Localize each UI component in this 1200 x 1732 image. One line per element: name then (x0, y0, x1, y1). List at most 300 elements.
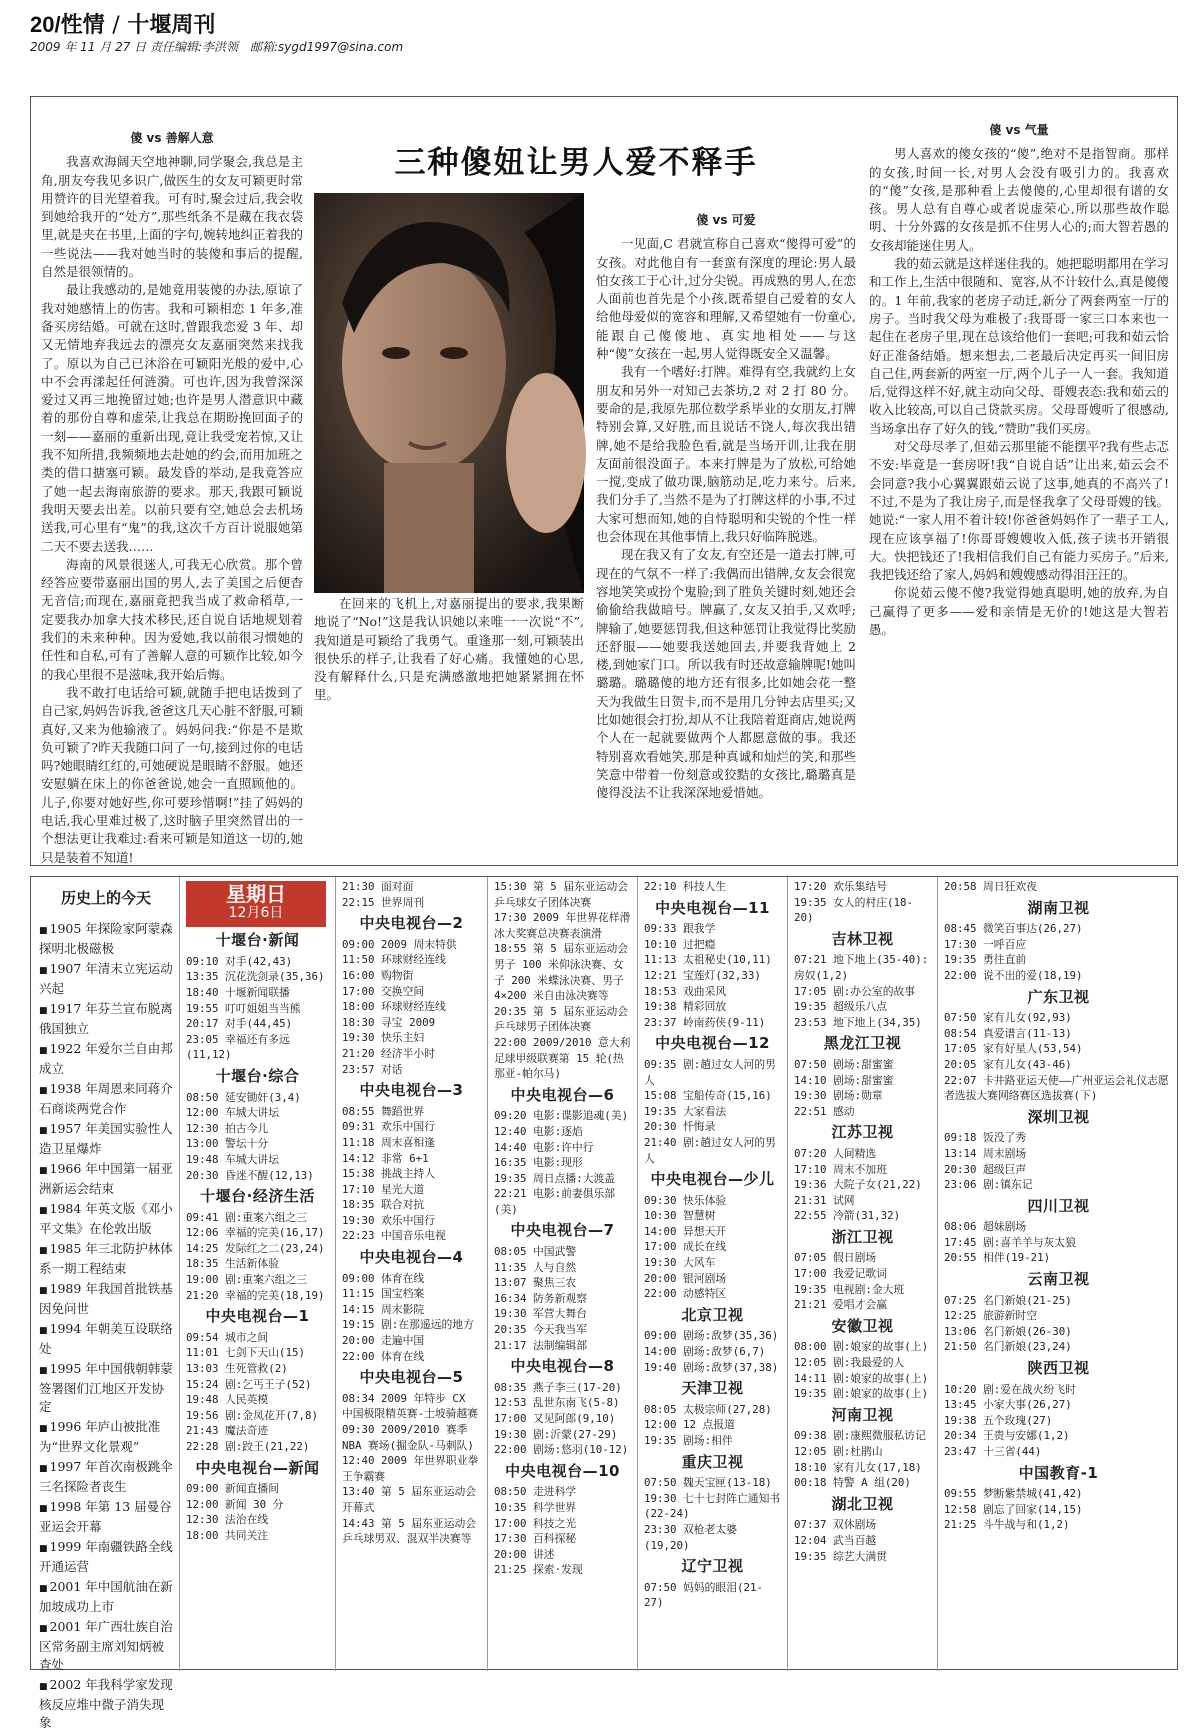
program-list (644, 1402, 781, 1449)
program-item: 20:05 家有儿女(43-46) (944, 1057, 1072, 1071)
program-item: 15:38 挑战主持人 (342, 1167, 435, 1181)
program-item: 07:05 假日剧场 (794, 1251, 877, 1265)
program-item: 23:47 十三省(44) (944, 1445, 1042, 1458)
section-1-continued (314, 595, 584, 705)
program-list (944, 1219, 1173, 1266)
program-item: 19:30 欢乐中国行 (342, 1213, 435, 1227)
program-item: 19:55 叮叮姐姐当当熊 (186, 1001, 301, 1015)
channel-heading: 中央电视台—3 (359, 1081, 464, 1100)
program-item: 11:50 环球财经连线 (342, 953, 446, 967)
article-paragraph: 在回来的飞机上,对嘉丽提出的要求,我果断地说了“No!”这是我认识她以来唯一一次说“不”,我知道是可颖给了我勇气。重逢那一刻,可颖装出很快乐的样子,让我看了好心痛。我懂她的心思,没有解释什么,只是充满感激地把她紧紧拥在怀里。 (314, 596, 584, 703)
program-item: 07:37 双休剧场 (794, 1518, 877, 1532)
article-col-1 (41, 127, 303, 867)
program-item: 14:15 周末影院 (342, 1302, 425, 1316)
program-list (644, 1475, 781, 1553)
paper-name: 十堰周刊 (127, 13, 216, 38)
program-item: 07:25 名门新娘(21-25) (944, 1293, 1072, 1307)
program-item: 00:18 特警 A 组(20) (794, 1476, 911, 1490)
program-item: 09:10 对手(42,43) (186, 954, 293, 968)
program-item: 20:35 第 5 届东亚运动会乒乓球男子团体决赛 (494, 1004, 629, 1034)
program-item: 18:35 联合对抗 (342, 1198, 425, 1212)
program-list (794, 879, 931, 926)
program-item: 16:34 防务新观察 (494, 1291, 587, 1305)
program-item: 17:00 我爱记歌词 (794, 1267, 887, 1281)
program-item: 22:07 卡井路亚运天使——广州亚运会礼仪志愿者选拔大赛网络赛区选拔赛(下) (944, 1073, 1169, 1103)
tv-column-2 (335, 877, 487, 1671)
channel-heading: 河南卫视 (831, 1405, 894, 1424)
history-item: ■ 1938 年周恩来同蒋介石商谈两党合作 (39, 1080, 173, 1118)
section-title-3: 傻 vs 气量 (989, 123, 1049, 137)
history-item: ■ 1907 年清末立宪运动兴起 (39, 960, 173, 998)
program-item: 09:31 欢乐中国行 (342, 1120, 435, 1134)
program-list (342, 937, 481, 1077)
program-list (944, 921, 1173, 983)
program-item: 23:30 双枪老太婆(19,20) (644, 1522, 737, 1552)
program-item: 13:07 聚焦三农 (494, 1276, 577, 1290)
program-item: 09:55 梦断紫禁城(41,42) (944, 1487, 1083, 1501)
history-title: 历史上的今天 (60, 889, 151, 907)
program-item: 19:56 剧:金凤花开(7,8) (186, 1408, 318, 1422)
program-item: 18:30 寻宝 2009 (342, 1015, 436, 1029)
program-list (494, 1484, 631, 1578)
date-box (186, 881, 326, 927)
channel-heading: 重庆卫视 (681, 1452, 744, 1471)
program-list (186, 1090, 329, 1184)
program-list (794, 1428, 931, 1490)
program-item: 09:18 饭没了秀 (944, 1131, 1027, 1145)
program-item: 11:18 周末喜相逢 (342, 1135, 435, 1149)
history-item: ■ 1922 年爱尔兰自由邦成立 (39, 1040, 173, 1078)
program-item: 19:35 剧场:相伴 (644, 1434, 733, 1447)
channel-heading: 中央电视台—10 (505, 1461, 620, 1480)
program-item: 15:30 第 5 届东亚运动会乒乓球女子团体决赛 (494, 880, 629, 909)
program-item: 21:21 爱唱才会赢 (794, 1298, 887, 1312)
channel-heading: 十堰台·综合 (215, 1066, 300, 1085)
program-item: 09:33 跟我学 (644, 922, 716, 936)
history-item: ■ 2002 年我科学家发现核反应堆中微子消失现象 (39, 1676, 173, 1732)
program-item: 09:35 剧:趟过女人河的男人 (644, 1057, 776, 1087)
channel-heading: 天津卫视 (681, 1379, 744, 1398)
section-3-body (869, 145, 1169, 639)
channel-heading: 十堰台·经济生活 (200, 1187, 315, 1206)
program-item: 19:15 剧:在那遥远的地方 (342, 1318, 474, 1332)
channel-heading: 辽宁卫视 (681, 1557, 744, 1576)
section-2-body (596, 235, 856, 802)
channel-heading: 中央电视台—7 (510, 1221, 615, 1240)
section-heading: 20/性情 / 十堰周刊 (30, 12, 216, 38)
program-item: 08:45 微笑百事达(26,27) (944, 922, 1083, 936)
program-item: 19:30 军营大舞台 (494, 1307, 587, 1321)
program-item: 17:00 交换空间 (342, 984, 425, 998)
program-item: 18:35 生活新体验 (186, 1257, 279, 1271)
program-item: 10:10 过把瘾 (644, 937, 716, 951)
channel-heading: 四川卫视 (1027, 1196, 1090, 1215)
history-item: ■ 1999 年南疆铁路全线开通运营 (39, 1538, 173, 1576)
program-list (342, 1391, 481, 1547)
program-item: 12:30 法治在线 (186, 1513, 269, 1527)
program-item: 17:00 又见阿郎(9,10) (494, 1412, 616, 1425)
program-item: 09:00 剧场:敌梦(35,36) (644, 1329, 779, 1343)
history-item: ■ 1995 年中国俄朝韩蒙签署图们江地区开发协定 (39, 1360, 173, 1416)
program-item: 22:55 冷箭(31,32) (794, 1209, 901, 1223)
program-list (186, 1330, 329, 1455)
program-list (794, 1517, 931, 1564)
program-item: 22:00 动感特区 (644, 1287, 727, 1301)
program-item: 13:40 第 5 届东亚运动会开幕式 (342, 1485, 477, 1514)
program-item: 19:00 剧:重案六组之三 (186, 1273, 308, 1287)
program-item: 19:38 五个玫瑰(27) (944, 1413, 1053, 1427)
article-headline: 三种傻妞让男人爱不释手 (394, 145, 758, 181)
program-item: 12:04 武当百越 (794, 1533, 877, 1547)
program-list (342, 1271, 481, 1365)
program-item: 20:30 超级巨声 (944, 1162, 1027, 1176)
program-item: 22:10 科技人生 (644, 880, 727, 893)
channel-heading: 浙江卫视 (831, 1227, 894, 1246)
program-item: 23:53 地下地上(34,35) (794, 1015, 922, 1029)
program-item: 12:30 拍古今儿 (186, 1121, 269, 1135)
program-item: 17:05 剧:办公室的故事 (794, 984, 916, 998)
channel-heading: 北京卫视 (681, 1305, 744, 1324)
channel-heading: 广东卫视 (1027, 987, 1090, 1006)
program-list (186, 1481, 329, 1543)
history-item: ■ 2001 年广西壮族自治区常务副主席刘知炳被查处 (39, 1618, 173, 1674)
history-item: ■ 1994 年朝美互设联络处 (39, 1320, 173, 1358)
program-item: 11:35 人与自然 (494, 1260, 577, 1274)
program-item: 21:43 魔法奇迹 (186, 1424, 269, 1438)
program-item: 17:30 百科探秘 (494, 1532, 577, 1546)
program-item: 20:30 昏迷不醒(12,13) (186, 1168, 314, 1182)
program-item: 19:38 精彩回放 (644, 1000, 727, 1014)
history-item: ■ 1966 年中国第一届亚洲新运会结束 (39, 1160, 173, 1198)
program-item: 09:30 2009/2010 赛季 NBA 赛场(掘金队-马刺队) (342, 1423, 474, 1452)
program-item: 09:00 2009 周末特供 (342, 937, 457, 951)
program-item: 13:45 小家大事(26,27) (944, 1398, 1072, 1412)
tv-column-5 (787, 877, 937, 1671)
program-list (494, 1244, 631, 1353)
program-item: 09:00 体育在线 (342, 1271, 425, 1285)
program-item: 14:11 剧:娘家的故事(上) (794, 1371, 929, 1385)
program-item: 08:00 剧:娘家的故事(上) (794, 1340, 929, 1354)
article-paragraph: 现在我又有了女友,有空还是一道去打牌,可现在的气氛不一样了:我偶而出错牌,女友会很宽容地笑笑或扮个鬼脸;到了胜负关键时刻,她还会偷偷给我做暗号。牌赢了,女友又拍手,又欢呼;牌输了,她要惩罚我,但这种惩罚让我觉得比奖励还舒服——她要我送她回去,并要我背她上 2 楼,到她家门口。所以我有时还故意输牌呢!她叫璐璐。璐璐傻的地方还有很多,比如她会花一整天为我做生日贺卡,而不是用几分钟去店里买;又比如她很会打扮,却从不让我陪着逛商店,她说两个人在一起就要做两个人都愿意做的事。我还特别喜欢看她笑,那是种真诚和灿烂的笑,和那些笑意中带着一份刻意或狡黠的女孩比,璐璐真是傻得没法不让我深深地爱惜她。 (596, 547, 856, 801)
tv-column-6-blocks (944, 879, 1173, 1533)
program-item: 22:15 世界周刊 (342, 895, 425, 909)
program-item: 21:50 名门新娘(23,24) (944, 1340, 1072, 1354)
program-item: 21:30 面对面 (342, 880, 414, 893)
history-item: ■ 1998 年第 13 届曼谷亚运会开幕 (39, 1498, 173, 1536)
program-item: 12:05 剧:我最爱的人 (794, 1356, 905, 1370)
program-item: 16:00 购物街 (342, 968, 414, 982)
program-item: 07:50 魏天宝匣(13-18) (644, 1476, 772, 1490)
program-list (794, 1057, 931, 1119)
program-item: 19:48 人民英模 (186, 1393, 269, 1407)
program-item: 20:00 银河剧场 (644, 1271, 727, 1285)
article-paragraph: 我不敢打电话给可颖,就随手把电话拨到了自己家,妈妈告诉我,爸爸这几天心脏不舒服,可颖真好,又来为他输液了。妈妈问我:“你是不是欺负可颖了?昨天我随口问了一句,接到过你的电话吗?她眼睛红红的,可她硬说是眼睛不舒服。她还安慰躺在床上的你爸爸说,她会一直照顾他的。儿子,你要对她好些,你可要珍惜啊!”挂了妈妈的电话,我心里难过极了,这时脑子里突然冒出的一个想法更让我难过:看来可颖是知道这一切的,她只是装着不知道! (41, 684, 303, 865)
feature-article (30, 96, 1178, 866)
tv-column-1-blocks (186, 933, 329, 1543)
program-item: 08:50 延安锄奸(3,4) (186, 1090, 301, 1104)
tv-column-3 (487, 877, 637, 1671)
history-item: ■ 1984 年英文版《邓小平文集》在伦敦出版 (39, 1200, 173, 1238)
tv-column-4-blocks (644, 879, 781, 1611)
program-item: 14:10 剧场:甜蜜蜜 (794, 1073, 894, 1087)
program-item: 21:40 剧:趟过女人河的男人 (644, 1135, 776, 1165)
program-item: 21:20 幸福的完美(18,19) (186, 1288, 325, 1302)
program-list (944, 1293, 1173, 1355)
program-item: 12:06 幸福的完美(16,17) (186, 1226, 325, 1240)
program-item: 19:30 七十七封阵亡通知书(22-24) (644, 1491, 781, 1521)
channel-heading: 十堰台·新闻 (215, 931, 300, 950)
program-item: 13:14 周末剧场 (944, 1146, 1027, 1160)
article-paragraph: 你说茹云傻不傻?我觉得她真聪明,她的放弃,为自己赢得了更多——爱和亲情是无价的!她这是大智若愚。 (869, 585, 1169, 638)
channel-heading: 湖北卫视 (831, 1494, 894, 1513)
program-item: 18:10 家有儿女(17,18) (794, 1460, 922, 1474)
channel-heading: 湖南卫视 (1027, 898, 1090, 917)
program-item: 09:41 剧:重案六组之三 (186, 1210, 308, 1224)
history-item: ■ 1996 年庐山被批准为“世界文化景观” (39, 1418, 173, 1456)
page-header (30, 8, 1170, 60)
article-paragraph: 我有一个嗜好:打牌。难得有空,我就约上女朋友和另外一对知己去茶坊,2 对 2 打 80 分。要命的是,我原先那位数学系毕业的女朋友,打牌特别会算,又好胜,而且说话不饶人,每次我出错牌,她不是给我脸色看,就是当场开训,让我在朋友面前很没面子。本来打牌是为了放松,可给她一搅,变成了做功课,脑筋动足,吃力来兮。后来,我们分手了,当然不是为了打牌这样的小事,不过大家可想而知,她的自恃聪明和尖锐的个性一样也会体现在其他事情上,我只好临阵脱逃。 (596, 364, 856, 545)
program-item: 19:30 剧:沂蒙(27-29) (494, 1427, 618, 1441)
program-item: 19:35 大家看法 (644, 1104, 727, 1118)
program-item: 19:30 快乐主妇 (342, 1031, 425, 1045)
program-item: 12:05 剧:杜鹃山 (794, 1445, 883, 1458)
program-list (794, 952, 931, 1030)
program-item: 10:35 科学世界 (494, 1500, 577, 1514)
tv-column-3-blocks (494, 879, 631, 1578)
program-item: 22:00 说不出的爱(18,19) (944, 968, 1083, 982)
program-item: 22:28 剧:跤王(21,22) (186, 1440, 310, 1453)
program-item: 21:31 试网 (794, 1193, 855, 1207)
program-item: 15:24 剧:乞丐王子(52) (186, 1377, 312, 1391)
program-item: 14:43 第 5 届东亚运动会乒乓球男双、混双半决赛等 (342, 1516, 477, 1546)
couple-photo (314, 193, 584, 593)
program-item: 10:20 剧:爱在战火纷飞时 (944, 1382, 1076, 1396)
section-1-body (41, 153, 303, 867)
history-item: ■ 1985 年三北防护林体系一期工程结束 (39, 1240, 173, 1278)
program-item: 22:23 中国音乐电视 (342, 1229, 446, 1243)
channel-heading: 中央电视台—4 (359, 1248, 464, 1267)
history-today (31, 877, 179, 1730)
channel-heading: 安徽卫视 (831, 1316, 894, 1335)
weekday-label: 星期日 (187, 882, 325, 906)
program-list (944, 879, 1173, 895)
program-item: 17:10 星光大道 (342, 1182, 425, 1196)
program-item: 08:05 太极宗师(27,28) (644, 1402, 772, 1416)
program-item: 12:53 乱世东南飞(5-8) (494, 1396, 620, 1410)
channel-heading: 中央电视台—8 (510, 1357, 615, 1376)
article-paragraph: 我喜欢海阔天空地神聊,同学聚会,我总是主角,朋友夸我见多识广,做医生的女友可颖更时常用赞许的目光望着我。可有时,聚会过后,我会收到她给我开的“处方”,那些纸条不是藏在我衣袋里,就是夹在书里,上面的字句,婉转地纠正着我的一些说法——我对她当时的装傻和事后的提醒,自然是很领情的。 (41, 154, 303, 280)
program-item: 08:35 燕子李三(17-20) (494, 1380, 622, 1394)
section-title-1: 傻 vs 善解人意 (130, 131, 214, 145)
tv-column-2-blocks (342, 879, 481, 1547)
program-item: 08:05 中国武警 (494, 1245, 577, 1259)
program-item: 19:30 剧场:勋章 (794, 1089, 883, 1103)
program-item: 12:00 车城大讲坛 (186, 1106, 279, 1120)
article-paragraph: 最让我感动的,是她竟用装傻的办法,原谅了我对她感情上的伤害。我和可颖相恋 1 年多,准备买房结婚。可就在这时,曾跟我恋爱 3 年、却又无情地弃我远去的漂亮女友嘉丽突然来找我了。原以为自己已沐浴在可颖阳光般的爱中,心中不会再漾起任何涟漪。可也许,因为我曾深深爱过又再三地挽留过她;也许是男人潜意识中藏着的那份自尊和虚荣,让我总在期盼挽回面子的一刻——嘉丽的重新出现,竟让我受宠若惊,又让我不知所措,我频频地去赴她的约会,而用加班之类的借口搪塞可颖。最发昏的举动,是我竟答应了她一起去海南旅游的要求。那天,我跟可颖说我明天要去出差。以前只要有空,她总会去机场送我,可心里有“鬼”的我,这次千方百计说服她第二天不要去送我…… (41, 282, 303, 554)
tv-column-4 (637, 877, 787, 1671)
program-item: 19:36 大院子女(21,22) (794, 1178, 922, 1192)
program-list (342, 1104, 481, 1244)
program-list (644, 921, 781, 1030)
program-item: 20:34 王贵与安娜(1,2) (944, 1429, 1070, 1443)
program-item: 18:00 环球财经连线 (342, 1000, 446, 1014)
program-item: 12:00 新闻 30 分 (186, 1497, 284, 1511)
program-item: 19:40 剧场:敌梦(37,38) (644, 1360, 779, 1374)
program-list (944, 1486, 1173, 1533)
channel-heading: 中央电视台—12 (655, 1034, 770, 1053)
program-item: 20:30 忏悔录 (644, 1120, 716, 1134)
program-list (494, 1108, 631, 1217)
channel-heading: 云南卫视 (1027, 1270, 1090, 1289)
tv-column-5-blocks (794, 879, 931, 1564)
program-item: 07:50 家有儿女(92,93) (944, 1011, 1072, 1025)
page-number: 20/ (30, 12, 61, 37)
program-item: 09:54 城市之间 (186, 1330, 269, 1344)
program-list (644, 1193, 781, 1302)
program-list (186, 1210, 329, 1304)
program-item: 19:35 周日点播:大渡盖 (494, 1171, 616, 1185)
history-item: ■ 1905 年探险家阿蒙森探明北极磁极 (39, 920, 173, 958)
program-item: 13:35 沉花洗剑录(35,36) (186, 970, 325, 984)
program-item: 19:35 女人的村庄(18-20) (794, 895, 913, 925)
program-item: 19:35 超级乐八点 (794, 1000, 887, 1014)
history-item: ■ 1989 年我国首批铁基因免问世 (39, 1280, 173, 1318)
article-col-4 (869, 117, 1169, 862)
program-item: 18:00 共同关注 (186, 1528, 269, 1542)
program-item: 23:05 幸福还有多远(11,12) (186, 1032, 290, 1062)
program-item: 19:35 剧:娘家的故事(上) (794, 1387, 929, 1401)
channel-heading: 深圳卫视 (1027, 1107, 1090, 1126)
tv-listings (30, 876, 1178, 1730)
program-item: 22:21 电影:前妻俱乐部(美) (494, 1187, 616, 1216)
program-item: 07:20 人间精选 (794, 1146, 877, 1160)
program-item: 14:25 发际红之二(23,24) (186, 1241, 325, 1255)
program-item: 07:50 妈妈的眼泪(21-27) (644, 1580, 763, 1610)
article-paragraph: 一见面,C 君就宣称自己喜欢“傻得可爱”的女孩。对此他自有一套蛮有深度的理论:男人最怕女孩工于心计,过分尖锐。再成熟的男人,在恋人面前也首先是个小孩,既希望自己爱着的女人给他母爱似的宽容和理解,又希望她有一份童心,能跟自己傻傻地、真实地相处——与这种“傻”女孩在一起,男人觉得既安全又温馨。 (596, 236, 856, 362)
program-item: 20:17 对手(44,45) (186, 1017, 293, 1031)
program-list (944, 1130, 1173, 1192)
program-item: 17:10 周末不加班 (794, 1162, 887, 1176)
program-item: 19:35 电视剧:金大班 (794, 1282, 905, 1296)
program-item: 11:13 太祖秘史(10,11) (644, 953, 772, 967)
history-item: ■ 1917 年芬兰宣布脱离俄国独立 (39, 1000, 173, 1038)
program-item: 17:05 家有好星人(53,54) (944, 1042, 1083, 1056)
program-item: 09:38 剧:康熙微服私访记 (794, 1429, 926, 1443)
program-item: 07:50 剧场:甜蜜蜜 (794, 1057, 894, 1071)
program-item: 22:00 2009/2010 意大利足球甲级联赛第 15 轮(热那亚-帕尔马) (494, 1035, 631, 1081)
article-col-2 (314, 595, 584, 865)
program-item: 09:30 快乐体验 (644, 1193, 727, 1207)
program-list (944, 1382, 1173, 1460)
program-item: 13:03 生死管救(2) (186, 1362, 288, 1376)
section-title-2: 傻 vs 可爱 (696, 213, 756, 227)
program-item: 09:20 电影:谍影追魂(美) (494, 1109, 629, 1123)
program-item: 12:00 12 点报道 (644, 1418, 735, 1432)
program-item: 13:06 名门新娘(26-30) (944, 1324, 1072, 1338)
program-item: 12:40 电影:逐焰 (494, 1124, 583, 1138)
program-item: 19:35 综艺大满贯 (794, 1549, 887, 1563)
program-item: 22:00 体育在线 (342, 1349, 425, 1363)
channel-heading: 陕西卫视 (1027, 1359, 1090, 1378)
program-list (494, 879, 631, 1082)
program-item: 17:00 成长在线 (644, 1240, 727, 1254)
program-item: 08:54 真爱谱言(11-13) (944, 1026, 1072, 1040)
program-item: 14:00 剧场:敌梦(6,7) (644, 1345, 766, 1359)
program-item: 08:34 2009 年特步 CX 中国极限精英赛-土坡骑越赛 (342, 1391, 479, 1421)
channel-heading: 江苏卫视 (831, 1123, 894, 1142)
couple-photo-illustration (314, 193, 584, 593)
program-item: 07:21 地下地上(35-40):房奴(1,2) (794, 953, 929, 982)
channel-heading: 中央电视台—5 (359, 1368, 464, 1387)
program-item: 23:06 剧:镇东记 (944, 1178, 1033, 1192)
program-item: 17:00 科技之光 (494, 1516, 577, 1530)
program-item: 20:35 今天我当军 (494, 1323, 587, 1337)
program-item: 17:30 2009 年世界花样滑冰大奖赛总决赛表演滑 (494, 911, 631, 940)
program-list (644, 1328, 781, 1375)
channel-heading: 黑龙江卫视 (823, 1034, 902, 1053)
program-item: 17:30 一呼百应 (944, 937, 1027, 951)
program-item: 12:40 2009 年世界职业拳王争霸赛 (342, 1454, 479, 1483)
program-item: 08:50 走进科学 (494, 1485, 577, 1499)
program-item: 14:12 非常 6+1 (342, 1151, 429, 1165)
program-item: 20:00 走遍中国 (342, 1334, 425, 1348)
program-item: 20:58 周日狂欢夜 (944, 880, 1037, 893)
program-item: 19:30 大风车 (644, 1256, 716, 1270)
article-paragraph: 男人喜欢的傻女孩的“傻”,绝对不是指智商。那样的女孩,时间一长,对男人会没有吸引力的。我喜欢的“傻”女孩,是那种看上去傻傻的,心里却很有谱的女孩。男人总有自尊心或者说虚荣心,所以那些故作聪明、十分外露的女孩是抓不住男人心的;而大智若愚的女孩却能迷住男人。 (869, 146, 1169, 253)
program-item: 21:25 斗牛战与和(1,2) (944, 1518, 1070, 1532)
program-item: 14:40 电影:许中行 (494, 1140, 594, 1154)
program-item: 08:06 超妹剧场 (944, 1220, 1027, 1234)
date-label: 12月6日 (187, 906, 325, 927)
program-item: 22:51 感动 (794, 1104, 855, 1118)
program-item: 20:00 讲述 (494, 1547, 555, 1561)
article-paragraph: 我的茹云就是这样迷住我的。她把聪明都用在学习和工作上,生活中很随和、宽容,从不计较什么,真是傻傻的。1 年前,我家的老房子动迁,新分了两套两室一厅的房子。当时我父母为难极了:我哥哥一家三口本来也一起住在老房子里,现在总该给他们一套吧;可我和茹云恰好正准备结婚。想来想去,二老最后决定再买一间旧房自己住,两套新的两室一厅,两个儿子一人一套。我知道后,觉得这样不好,就主动向父母、哥嫂表态:我和茹云的收入比较高,可以自己贷款买房。父母哥嫂听了很感动,当场拿出存了好久的钱,“赞助”我们买房。 (869, 256, 1170, 436)
article-col-3 (596, 207, 856, 862)
program-item: 23:37 岭南药侠(9-11) (644, 1015, 766, 1029)
date-line: 2009 年 11 月 27 日 责任编辑:李洪领 邮箱:sygd1997@sina.com (30, 40, 404, 54)
program-item: 19:35 勇往直前 (944, 953, 1027, 967)
channel-heading: 中央电视台—11 (655, 898, 770, 917)
program-item: 23:57 对话 (342, 1062, 403, 1076)
tv-column-6 (937, 877, 1179, 1671)
program-item: 11:01 七剑下天山(15) (186, 1346, 305, 1360)
program-item: 12:21 宝莲灯(32,33) (644, 968, 761, 982)
channel-heading: 中央电视台—2 (359, 914, 464, 933)
program-list (644, 1057, 781, 1166)
program-item: 21:25 探索·发现 (494, 1563, 583, 1577)
channel-heading: 吉林卫视 (831, 929, 894, 948)
program-item: 21:17 法制编辑部 (494, 1338, 587, 1352)
program-list (794, 1146, 931, 1224)
history-item: ■ 1957 年美国实验性人造卫星爆炸 (39, 1120, 173, 1158)
program-item: 09:00 新闻直播间 (186, 1482, 279, 1496)
program-item: 11:15 国宝档案 (342, 1287, 425, 1301)
program-item: 18:55 第 5 届东亚运动会男子 100 米仰泳决赛、女子 200 米蝶泳决赛、男子 4×200 米自由泳决赛等 (494, 942, 629, 1003)
program-item: 21:20 经济半小时 (342, 1046, 435, 1060)
channel-heading: 中央电视台—新闻 (195, 1458, 320, 1477)
section-name: 性情 (60, 13, 105, 38)
program-item: 17:45 剧:喜羊羊与灰太狼 (944, 1235, 1076, 1249)
program-list (944, 1010, 1173, 1104)
program-list (342, 879, 481, 910)
program-list (794, 1250, 931, 1312)
history-item: ■ 2001 年中国航油在新加坡成功上市 (39, 1578, 173, 1616)
history-list (39, 920, 173, 1732)
program-item: 13:00 警坛十分 (186, 1137, 269, 1151)
program-item: 20:55 相伴(19-21) (944, 1251, 1051, 1265)
channel-heading: 中央电视台—少儿 (650, 1170, 775, 1189)
program-item: 17:20 欢乐集结号 (794, 880, 887, 893)
